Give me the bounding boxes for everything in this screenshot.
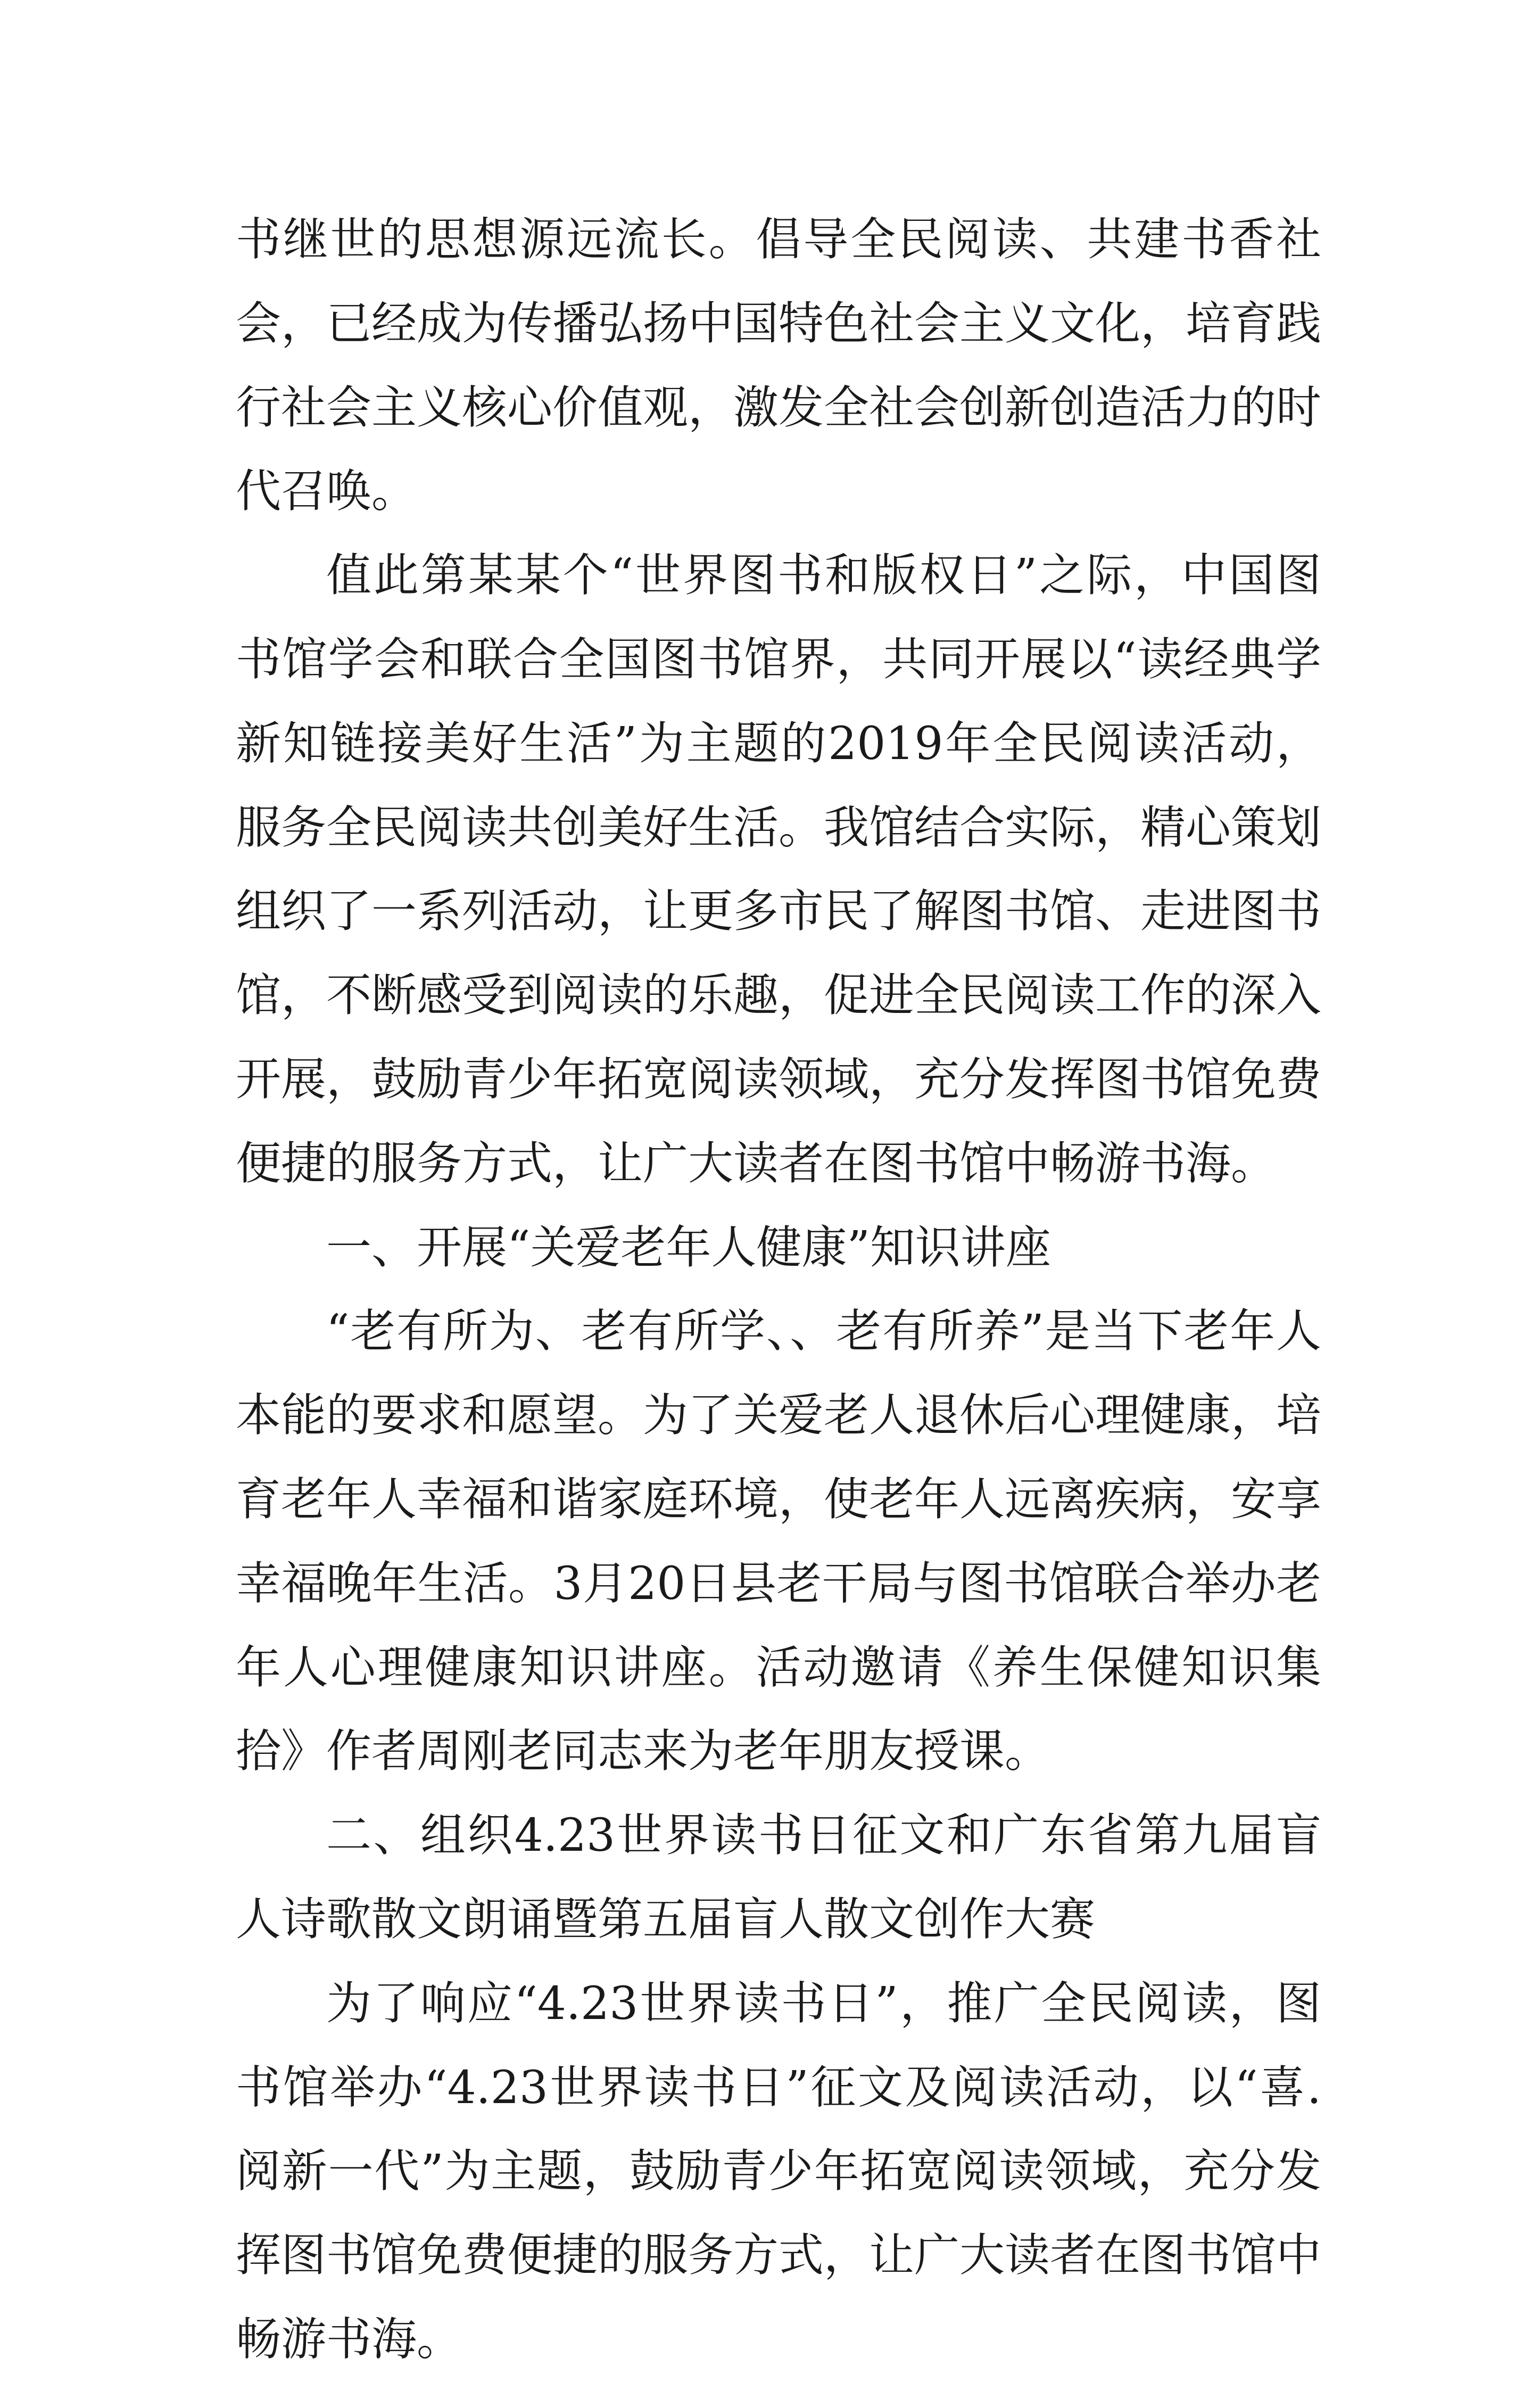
paragraph-world-book-day: 值此第某某个“世界图书和版权日”之际，中国图书馆学会和联合全国图书馆界，共同开展以“读经典学新知链接美好生活”为主题的2019年全民阅读活动，服务全民阅读共创美好生活。我馆结合实际，精心策划组织了一系列活动，让更多市民了解图书馆、走进图书馆，不断感受到阅读的乐趣，促进全民阅读工作的深入开展，鼓励青少年拓宽阅读领域，充分发挥图书馆免费便捷的服务方式，让广大读者在图书馆中畅游书海。 [236,549,1322,1190]
paragraph-essay-contest: 为了响应“4.23世界读书日”，推广全民阅读，图书馆举办“4.23世界读书日”征文及阅读活动，以“喜.阅新一代”为主题，鼓励青少年拓宽阅读领域，充分发挥图书馆免费便捷的服务方式，让广大读者在图书馆中畅游书海。 [236,1977,1322,2366]
section-heading-1: 一、开展“关爱老年人健康”知识讲座 [326,1221,1051,1274]
paragraph-elderly-lecture: “老有所为、老有所学、、老有所养”是当下老年人本能的要求和愿望。为了关爱老人退休后心理健康，培育老年人幸福和谐家庭环境，使老年人远离疾病，安享幸福晚年生活。3月20日县老干局与图书馆联合举办老年人心理健康知识讲座。活动邀请《养生保健知识集拾》作者周刚老同志来为老年朋友授课。 [236,1305,1322,1778]
section-heading-2: 二、组织4.23世界读书日征文和广东省第九届盲人诗歌散文朗诵暨第五届盲人散文创作大赛 [236,1809,1321,1946]
document-body [236,198,1321,2382]
paragraph-intro-continuation: 书继世的思想源远流长。倡导全民阅读、共建书香社会，已经成为传播弘扬中国特色社会主义文化，培育践行社会主义核心价值观，激发全社会创新创造活力的时代召唤。 [236,213,1322,518]
